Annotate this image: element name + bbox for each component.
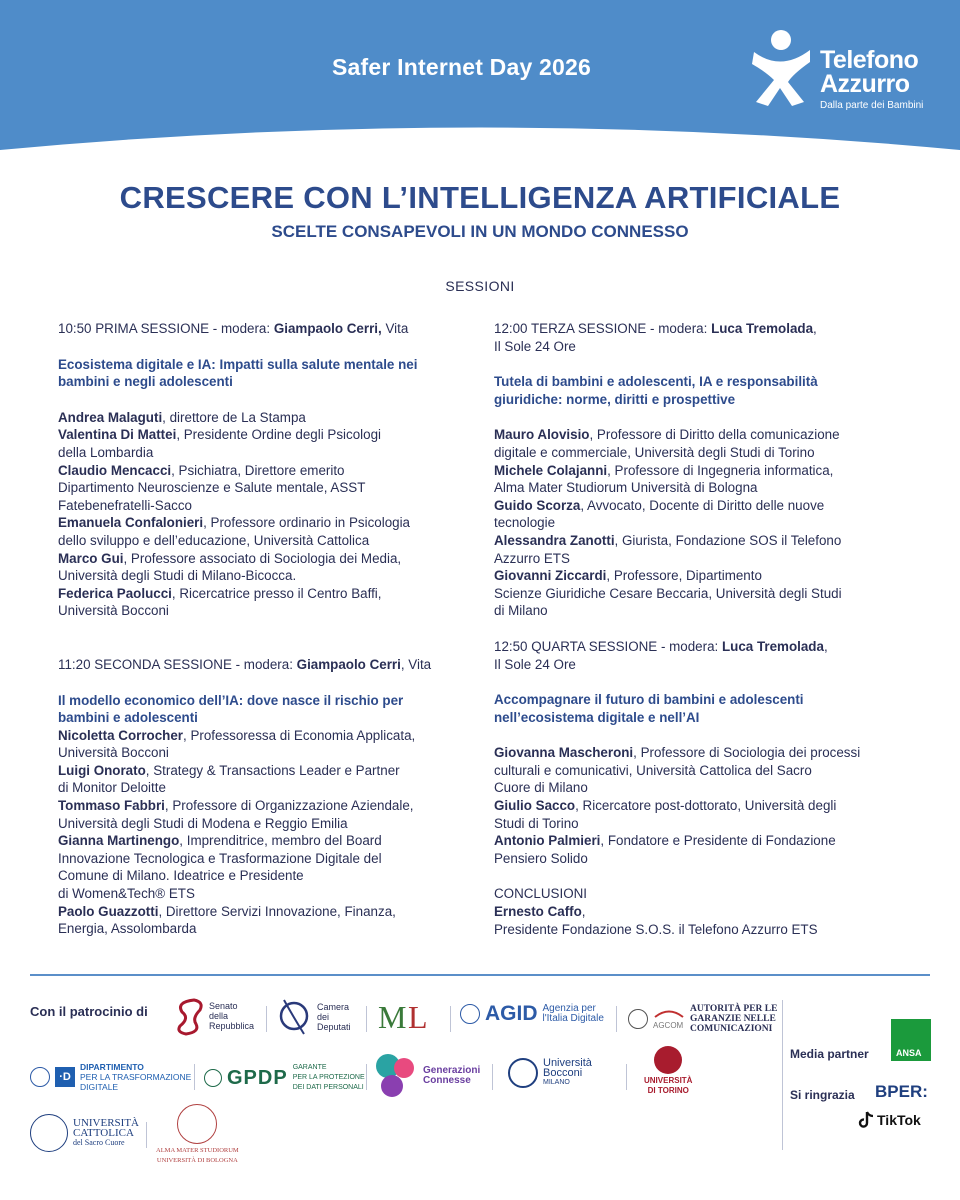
cattolica-seal-icon bbox=[30, 1114, 68, 1152]
speaker-gianna-martinengo: Gianna Martinengo, Imprenditrice, membro del Board Innovazione Tecnologica e Trasformazione Digitale del Comune di Milano. Ideatrice e Presidente di Women&Tech® ETS bbox=[58, 833, 382, 902]
page-subtitle: SCELTE CONSAPEVOLI IN UN MONDO CONNESSO bbox=[271, 222, 689, 241]
dipartimento-trasformazione-digitale-logo[interactable]: ·D DIPARTIMENTO PER LA TRASFORMAZIONE DIGITALE bbox=[30, 1062, 191, 1092]
camera-emblem-icon bbox=[278, 996, 312, 1038]
bologna-seal-icon bbox=[177, 1104, 217, 1144]
telefono-azzurro-logo[interactable] bbox=[748, 28, 948, 118]
universita-cattolica-logo[interactable]: UNIVERSITÀ CATTOLICA del Sacro Cuore bbox=[30, 1114, 139, 1152]
tiktok-logo[interactable]: TikTok bbox=[858, 1111, 921, 1129]
generazioni-connesse-logo[interactable]: Generazioni Connesse bbox=[374, 1052, 480, 1100]
sessions-label: SESSIONI bbox=[445, 278, 515, 294]
speaker-paolo-guazzotti: Paolo Guazzotti, Direttore Servizi Innovazione, Finanza, Energia, Assolombarda bbox=[58, 903, 396, 937]
session-2-topic: Il modello economico dell’IA: dove nasce il rischio per bambini e adolescenti bbox=[58, 692, 404, 726]
footer-divider bbox=[30, 974, 930, 976]
speaker-federica-paolucci: Federica Paolucci, Ricercatrice presso il Centro Baffi, Università Bocconi bbox=[58, 585, 382, 619]
left-column bbox=[58, 320, 478, 938]
speaker-tommaso-fabbri: Tommaso Fabbri, Professore di Organizzazione Aziendale, Università degli Studi di Modena e Reggio Emilia bbox=[58, 798, 414, 831]
speaker-claudio-mencacci: Claudio Mencacci, Psichiatra, Direttore emerito Dipartimento Neuroscienze e Salute mentale, ASST Fatebenefratelli-Sacco bbox=[58, 462, 366, 513]
speaker-emanuela-confalonieri: Emanuela Confalonieri, Professore ordinario in Psicologia dello sviluppo e dell’educazione, Università Cattolica bbox=[58, 515, 411, 548]
page-title: CRESCERE CON L’INTELLIGENZA ARTIFICIALE bbox=[119, 180, 841, 215]
session-4-topic: Accompagnare il futuro di bambini e adolescenti nell’ecosistema digitale e nell’AI bbox=[494, 692, 804, 725]
ministry-ml-icon bbox=[376, 996, 432, 1040]
agid-logo[interactable]: AGID Agenzia per l'Italia Digitale bbox=[460, 1004, 604, 1024]
session-4-header: 12:50 QUARTA SESSIONE - modera: Luca Tremolada, Il Sole 24 Ore bbox=[494, 638, 828, 672]
svg-text:M: M bbox=[378, 999, 407, 1035]
speaker-giovanni-ziccardi: Giovanni Ziccardi, Professore, Dipartimento Scienze Giuridiche Cesare Beccaria, Università degli Studi di Milano bbox=[494, 568, 842, 619]
dtd-square-icon: ·D bbox=[55, 1067, 75, 1087]
ministero-lavoro-logo[interactable] bbox=[376, 996, 432, 1040]
speaker-antonio-palmieri: Antonio Palmieri, Fondatore e Presidente di Fondazione Pensiero Solido bbox=[494, 833, 836, 866]
speaker-giovanna-mascheroni: Giovanna Mascheroni, Professore di Sociologia dei processi culturali e comunicativi, Università Cattolica del Sacro Cuore di Milano bbox=[494, 745, 861, 796]
footer-vertical-divider bbox=[782, 1000, 783, 1150]
senato-logo[interactable]: Senato della Repubblica bbox=[172, 996, 254, 1036]
tiktok-note-icon bbox=[858, 1111, 874, 1129]
speaker-michele-colajanni: Michele Colajanni, Professore di Ingegneria informatica, Alma Mater Studiorum Università di Bologna bbox=[494, 462, 834, 496]
brand-line-1: Telefono bbox=[820, 46, 919, 74]
speaker-luigi-onorato: Luigi Onorato, Strategy & Transactions Leader e Partner di Monitor Deloitte bbox=[58, 762, 400, 796]
speaker-andrea-malaguti: Andrea Malaguti, direttore de La Stampa bbox=[58, 409, 306, 425]
right-column bbox=[494, 320, 914, 938]
speaker-mauro-alovisio: Mauro Alovisio, Professore di Diritto della comunicazione digitale e commerciale, Università degli Studi di Torino bbox=[494, 427, 840, 460]
header-banner bbox=[0, 0, 960, 170]
bocconi-logo[interactable]: Università Bocconi MILANO bbox=[508, 1058, 592, 1088]
session-1-topic: Ecosistema digitale e IA: Impatti sulla salute mentale nei bambini e negli adolescenti bbox=[58, 356, 418, 390]
generazioni-connesse-icon bbox=[374, 1052, 418, 1100]
speaker-giulio-sacco: Giulio Sacco, Ricercatore post-dottorato, Università degli Studi di Torino bbox=[494, 798, 837, 831]
universita-bologna-logo[interactable]: ALMA MATER STUDIORUM UNIVERSITÀ DI BOLOGNA bbox=[156, 1104, 239, 1166]
universita-torino-logo[interactable]: UNIVERSITÀ DI TORINO bbox=[644, 1046, 692, 1096]
session-2-header: 11:20 SECONDA SESSIONE - modera: Giampaolo Cerri, Vita bbox=[58, 656, 432, 672]
svg-text:L: L bbox=[408, 999, 428, 1035]
camera-logo[interactable]: Camera dei Deputati bbox=[278, 996, 351, 1038]
brand-line-2: Azzurro bbox=[820, 70, 910, 98]
media-partner-label: Media partner bbox=[790, 1047, 869, 1061]
speaker-alessandra-zanotti: Alessandra Zanotti, Giurista, Fondazione SOS il Telefono Azzurro ETS bbox=[494, 532, 842, 566]
bper-logo[interactable]: BPER: bbox=[875, 1082, 928, 1101]
emblem-icon bbox=[628, 1009, 648, 1029]
speaker-ernesto-caffo: Ernesto Caffo, Presidente Fondazione S.O.S. il Telefono Azzurro ETS bbox=[494, 904, 818, 937]
emblem-icon bbox=[30, 1067, 50, 1087]
session-3-header: 12:00 TERZA SESSIONE - modera: Luca Tremolada, Il Sole 24 Ore bbox=[494, 321, 817, 354]
event-title: Safer Internet Day 2026 bbox=[332, 54, 592, 80]
agcom-arc-icon bbox=[653, 1008, 685, 1018]
emblem-icon bbox=[460, 1004, 480, 1024]
session-1-header: 10:50 PRIMA SESSIONE - modera: Giampaolo Cerri, Vita bbox=[58, 321, 409, 336]
ansa-logo[interactable]: ANSA bbox=[891, 1019, 931, 1061]
senato-emblem-icon bbox=[172, 996, 204, 1036]
child-figure-icon bbox=[748, 28, 818, 108]
thanks-label: Si ringrazia bbox=[790, 1088, 855, 1102]
speaker-marco-gui: Marco Gui, Professore associato di Sociologia dei Media, Università degli Studi di Milano-Bicocca. bbox=[58, 550, 402, 584]
conclusions-label: CONCLUSIONI bbox=[494, 886, 588, 902]
speaker-valentina-di-mattei: Valentina Di Mattei, Presidente Ordine degli Psicologi della Lombardia bbox=[58, 427, 382, 460]
speaker-guido-scorza: Guido Scorza, Avvocato, Docente di Diritto delle nuove tecnologie bbox=[494, 497, 825, 531]
agcom-logo[interactable]: AGCOM AUTORITÀ PER LE GARANZIE NELLE COMUNICAZIONI bbox=[628, 1004, 777, 1034]
patronage-label: Con il patrocinio di bbox=[30, 1004, 148, 1019]
speaker-nicoletta-corrocher: Nicoletta Corrocher, Professoressa di Economia Applicata, Università Bocconi bbox=[58, 727, 416, 761]
gpdp-logo[interactable]: GPDP GARANTE PER LA PROTEZIONE DEI DATI PERSONALI bbox=[204, 1063, 365, 1093]
torino-seal-icon bbox=[654, 1046, 682, 1074]
session-3-topic: Tutela di bambini e adolescenti, IA e responsabilità giuridiche: norme, diritti e prospettive bbox=[494, 374, 818, 407]
bocconi-seal-icon bbox=[508, 1058, 538, 1088]
brand-tagline: Dalla parte dei Bambini bbox=[820, 100, 924, 111]
emblem-icon bbox=[204, 1069, 222, 1087]
